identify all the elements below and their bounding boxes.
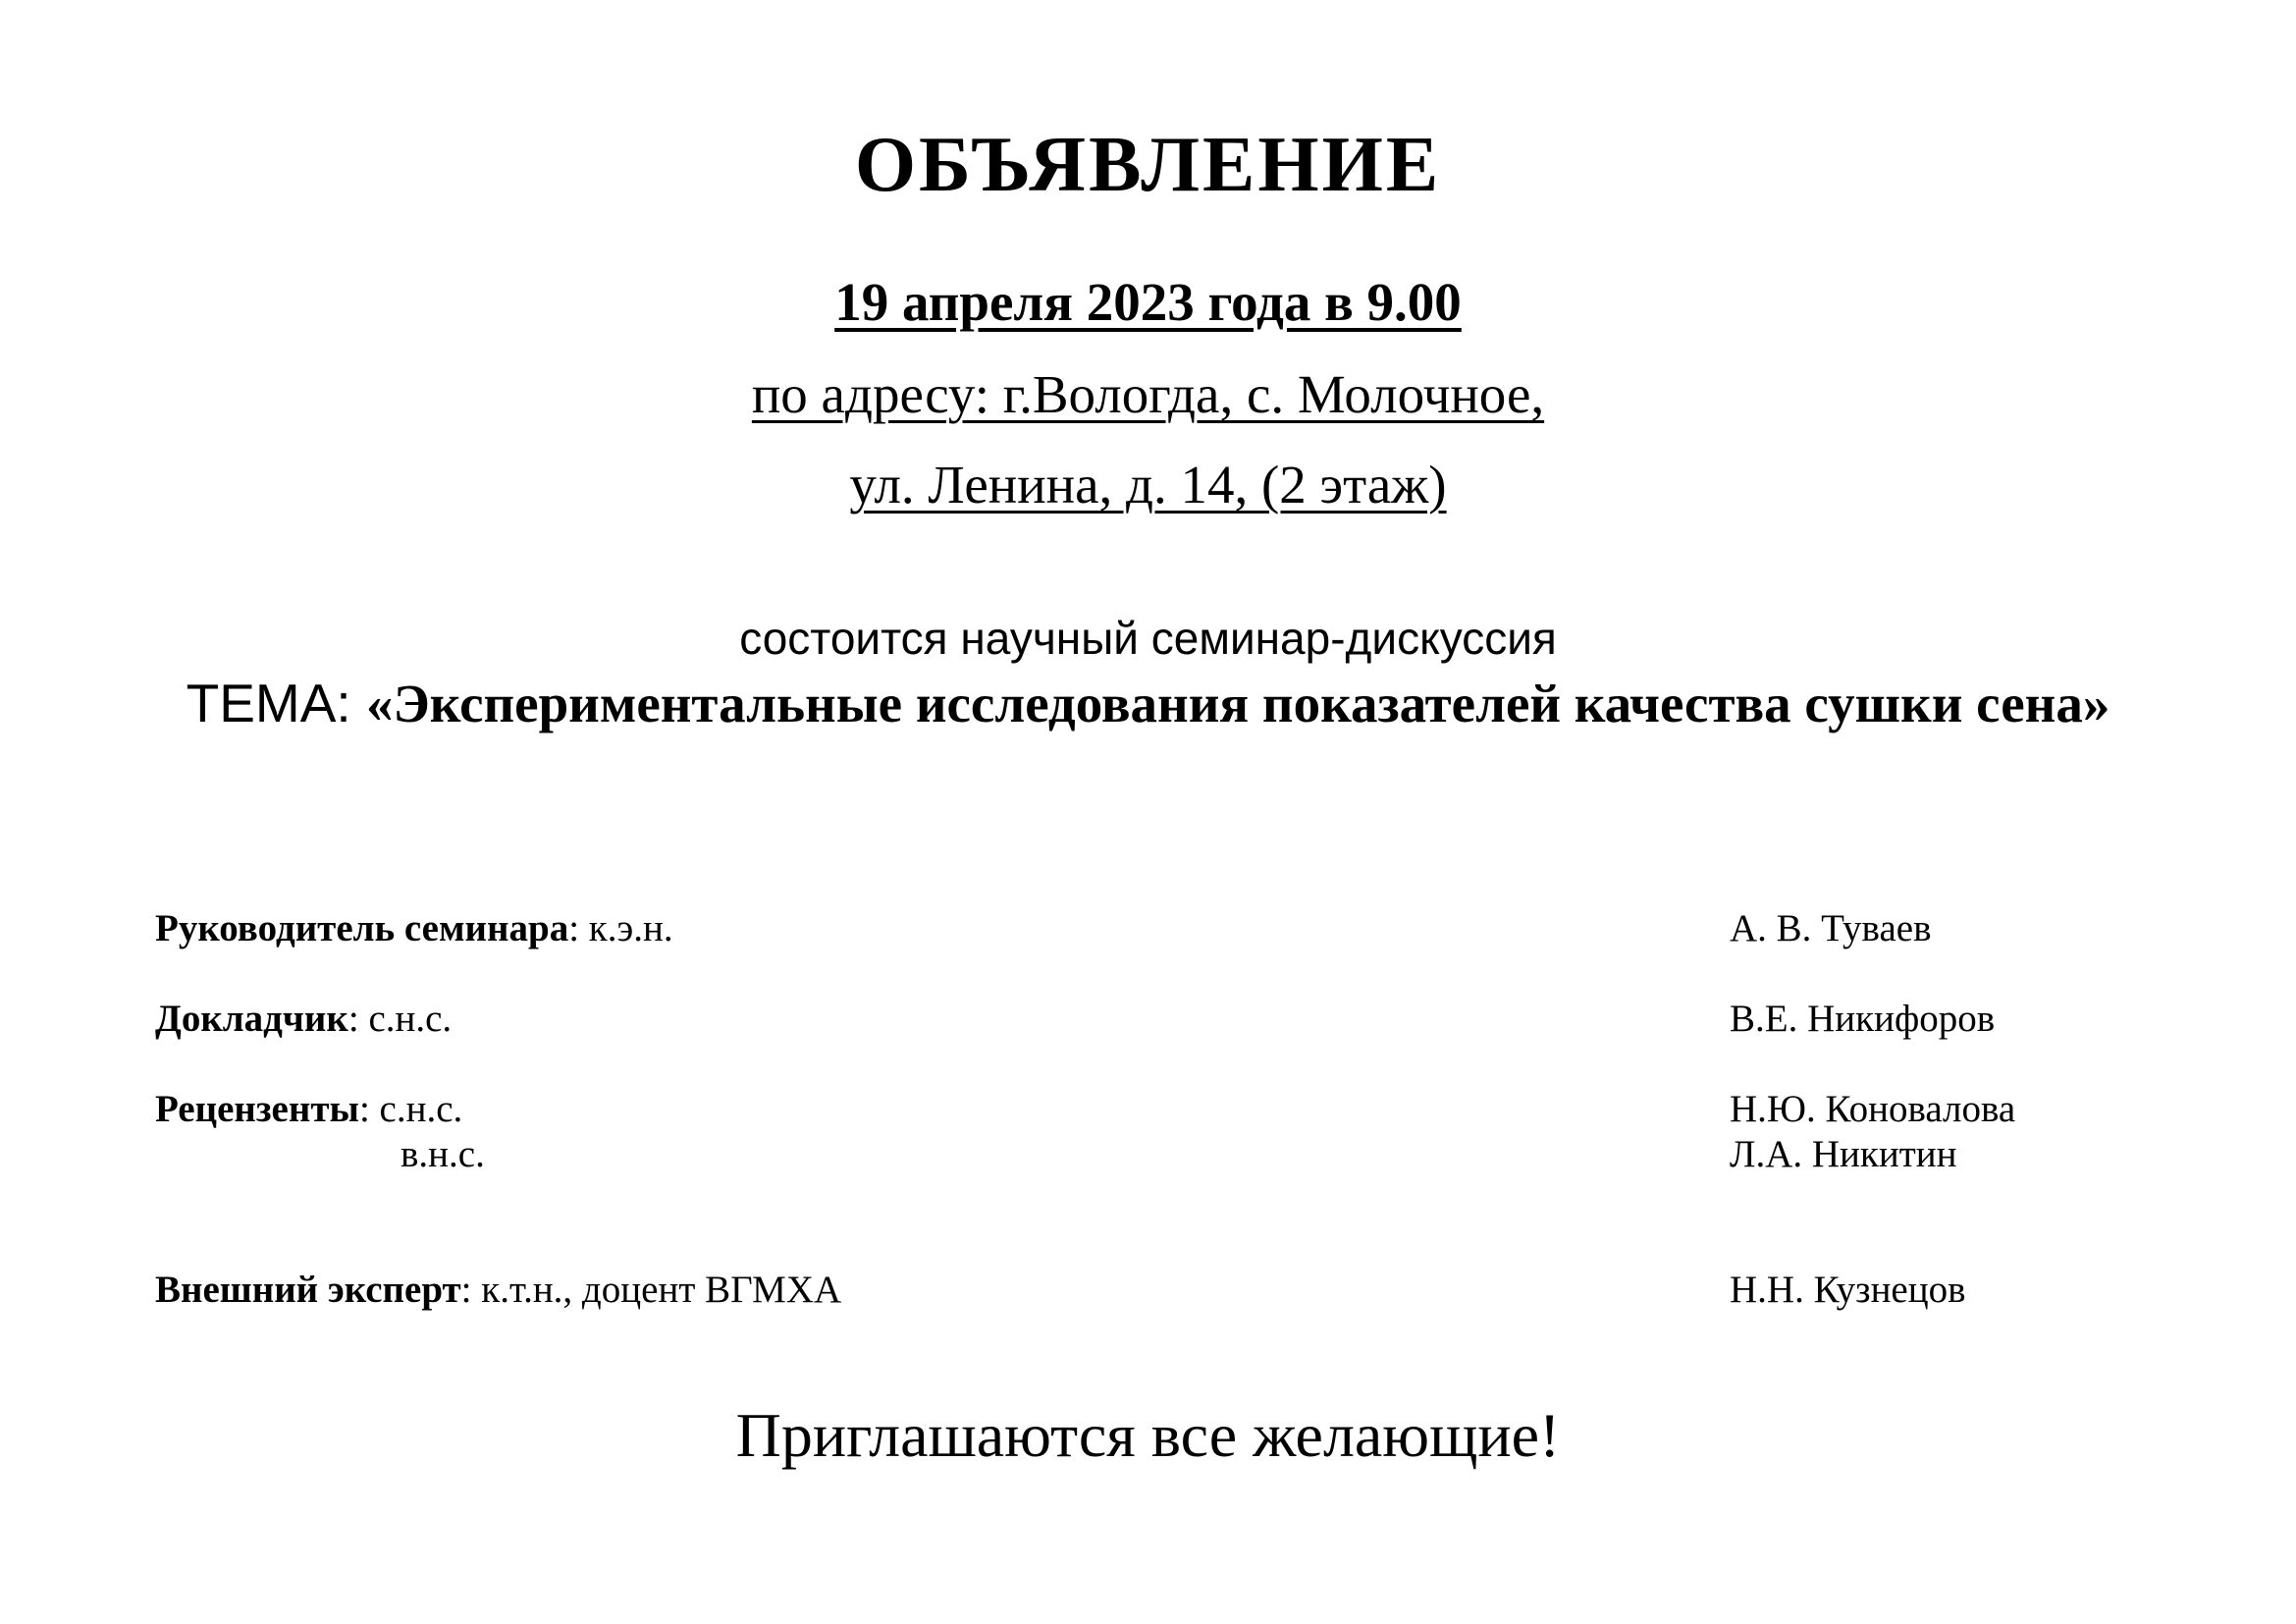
speaker-name: В.Е. Никифоров	[1730, 998, 1996, 1040]
reviewer-1-degree: : с.н.с.	[358, 1088, 463, 1130]
event-date: 19 апреля 2023 года в 9.00	[834, 272, 1462, 332]
topic-label: ТЕМА:	[186, 673, 366, 733]
participant-reviewer-1	[155, 1086, 2138, 1133]
expert-role: Внешний эксперт	[155, 1269, 461, 1311]
leader-role: Руководитель семинара	[155, 907, 569, 949]
participant-speaker	[155, 996, 2138, 1043]
speaker-degree: : с.н.с.	[347, 998, 453, 1040]
participant-expert	[155, 1267, 2138, 1314]
expert-degree: : к.т.н., доцент ВГМХА	[460, 1269, 842, 1311]
reviewers-role: Рецензенты	[155, 1088, 359, 1130]
topic-title: «Экспериментальные исследования показателей качества сушки сена»	[365, 674, 2110, 733]
address-line-2: ул. Ленина, д. 14, (2 этаж)	[849, 455, 1447, 514]
reviewer-2-name: Л.А. Никитин	[1730, 1133, 1957, 1175]
event-intro: состоится научный семинар-дискуссия	[739, 613, 1557, 664]
seminar-topic	[147, 668, 2149, 739]
leader-degree: : к.э.н.	[568, 907, 673, 949]
reviewer-1-name: Н.Ю. Коновалова	[1730, 1088, 2016, 1130]
participant-leader	[155, 905, 2138, 952]
leader-name: А. В. Туваев	[1730, 907, 1932, 949]
expert-name: Н.Н. Кузнецов	[1730, 1269, 1966, 1311]
address-line-1: по адресу: г.Вологда, с. Молочное,	[751, 364, 1545, 424]
page-title: ОБЪЯВЛЕНИЕ	[854, 122, 1442, 208]
speaker-role: Докладчик	[155, 998, 348, 1040]
reviewer-2-degree: в.н.с.	[400, 1133, 485, 1175]
invitation-line: Приглашаются все желающие!	[735, 1400, 1561, 1470]
